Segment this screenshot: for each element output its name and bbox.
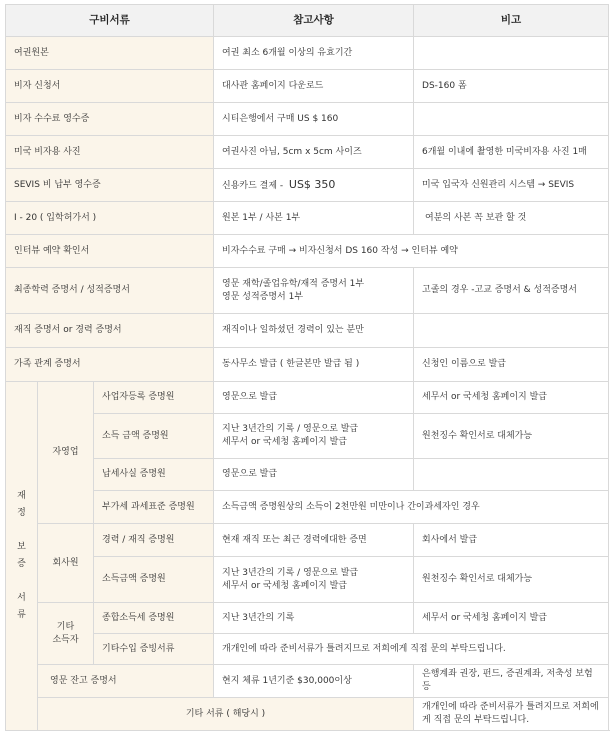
- self-employed-label: 자영업: [38, 382, 94, 524]
- table-row: [6, 698, 609, 731]
- doc-cell: 경력 / 재직 증명원: [94, 524, 214, 557]
- remark-cell: [414, 103, 609, 136]
- remark-cell: 세무서 or 국세청 홈페이지 발급: [414, 382, 609, 414]
- remark-cell: 은행계좌 권장, 펀드, 증권계좌, 저축성 보험등: [414, 665, 609, 698]
- note-cell: 시티은행에서 구매 US $ 160: [214, 103, 414, 136]
- table-row: [6, 524, 609, 557]
- note-cell: 소득금액 증명원상의 소득이 2천만원 미만이나 간이과세자인 경우: [214, 491, 609, 524]
- remark-cell: 회사에서 발급: [414, 524, 609, 557]
- note-cell: [214, 557, 414, 603]
- doc-cell: 사업자등록 증명원: [94, 382, 214, 414]
- doc-cell: 비자 신청서: [6, 70, 214, 103]
- doc-cell: 소득금액 증명원: [94, 557, 214, 603]
- table-row: [6, 382, 609, 414]
- note-line: 영문 재학/졸업유학/재적 증명서 1부: [222, 278, 365, 289]
- table-row: [6, 70, 609, 103]
- table-row: [6, 459, 609, 491]
- note-cell: 영문으로 발급: [214, 382, 414, 414]
- note-cell: 여권 최소 6개월 이상의 유효기간: [214, 37, 414, 70]
- remark-cell: [414, 314, 609, 348]
- doc-cell: 인터뷰 예약 확인서: [6, 235, 214, 268]
- doc-cell: 기타수입 증빙서류: [94, 634, 214, 665]
- label-char: 류: [17, 610, 26, 620]
- table-row: [6, 414, 609, 459]
- note-line: 세무서 or 국세청 홈페이지 발급: [222, 437, 347, 447]
- remark-cell: 6개월 이내에 촬영한 미국비자용 사진 1매: [414, 136, 609, 169]
- note-cell: [214, 268, 414, 314]
- note-cell: 개개인에 따라 준비서류가 틀려지므로 저희에게 직접 문의 부탁드립니다.: [214, 634, 609, 665]
- remark-cell: [414, 459, 609, 491]
- doc-cell: 재직 증명서 or 경력 증명서: [6, 314, 214, 348]
- note-cell: [214, 169, 414, 202]
- remark-cell: 고졸의 경우 -고교 증명서 & 성적증명서: [414, 268, 609, 314]
- note-cell: 비자수수료 구매 → 비자신청서 DS 160 작성 → 인터뷰 예약: [214, 235, 609, 268]
- doc-cell: 종합소득세 증명원: [94, 603, 214, 634]
- remark-cell: 세무서 or 국세청 홈페이지 발급: [414, 603, 609, 634]
- doc-cell: 부가세 과세표준 증명원: [94, 491, 214, 524]
- label-char: 정: [17, 508, 26, 518]
- table-row: [6, 314, 609, 348]
- table-row: [6, 603, 609, 634]
- remark-cell: 여분의 사본 꼭 보관 할 것: [414, 202, 609, 235]
- financial-docs-label: [6, 382, 38, 731]
- employee-label: 회사원: [38, 524, 94, 603]
- note-cell: [214, 414, 414, 459]
- other-income-label: [38, 603, 94, 665]
- note-cell: 여권사진 아님, 5cm x 5cm 사이즈: [214, 136, 414, 169]
- note-cell: 원본 1부 / 사본 1부: [214, 202, 414, 235]
- sevis-fee: US$ 350: [288, 177, 336, 191]
- label-line: 기타: [56, 621, 75, 632]
- doc-cell: 납세사실 증명원: [94, 459, 214, 491]
- doc-cell: SEVIS 비 납부 영수증: [6, 169, 214, 202]
- table-row: [6, 136, 609, 169]
- note-cell: 개개인에 따라 준비서류가 틀려지므로 저희에게 직접 문의 부탁드립니다.: [414, 698, 609, 731]
- table-row: [6, 348, 609, 382]
- doc-cell: 미국 비자용 사진: [6, 136, 214, 169]
- note-cell: 현재 재직 또는 최근 경력에대한 증면: [214, 524, 414, 557]
- required-documents-table: [5, 4, 609, 731]
- table-row: [6, 268, 609, 314]
- note-cell: 영문으로 발급: [214, 459, 414, 491]
- label-char: 보: [17, 542, 26, 552]
- table-row: [6, 491, 609, 524]
- doc-cell: 최종학력 증명서 / 성적증명서: [6, 268, 214, 314]
- table-row: [6, 634, 609, 665]
- table-header-row: [6, 5, 609, 37]
- note-cell: 현지 체류 1년기준 $30,000이상: [214, 665, 414, 698]
- remark-cell: 원천징수 확인서로 대체가능: [414, 557, 609, 603]
- label-char: 재: [17, 491, 26, 501]
- doc-cell: 비자 수수료 영수증: [6, 103, 214, 136]
- doc-cell: 영문 잔고 증명서: [38, 665, 214, 698]
- doc-cell: I - 20 ( 입학허가서 ): [6, 202, 214, 235]
- remark-cell: 신청인 이름으로 발급: [414, 348, 609, 382]
- header-remarks: 비고: [414, 5, 609, 37]
- note-cell: 대사관 홈페이지 다운로드: [214, 70, 414, 103]
- table-row: [6, 665, 609, 698]
- note-cell: 재직이나 일하셨던 경력이 있는 분만: [214, 314, 414, 348]
- remark-cell: 미국 입국자 신원관리 시스템 → SEVIS: [414, 169, 609, 202]
- note-line: 지난 3년간의 기록 / 영문으로 발급: [222, 424, 359, 434]
- note-line: 영문 성적증명서 1부: [222, 291, 304, 302]
- note-line: 세무서 or 국세청 홈페이지 발급: [222, 580, 347, 591]
- table-row: [6, 103, 609, 136]
- table-row: [6, 169, 609, 202]
- header-notes: 참고사항: [214, 5, 414, 37]
- remark-cell: 원천징수 확인서로 대체가능: [414, 414, 609, 459]
- table-row: [6, 235, 609, 268]
- table-row: [6, 202, 609, 235]
- label-char: [6, 522, 37, 539]
- label-line: 소득자: [52, 634, 79, 645]
- remark-cell: [414, 37, 609, 70]
- note-text: 신용카드 결제 -: [222, 180, 284, 191]
- doc-cell: 소득 금액 증명원: [94, 414, 214, 459]
- doc-cell: 가족 관계 증명서: [6, 348, 214, 382]
- doc-cell: 여권원본: [6, 37, 214, 70]
- label-char: 서: [17, 593, 26, 603]
- note-cell: 지난 3년간의 기록: [214, 603, 414, 634]
- note-line: 지난 3년간의 기록 / 영문으로 발급: [222, 567, 359, 578]
- label-char: 증: [17, 559, 26, 569]
- remark-cell: DS-160 폼: [414, 70, 609, 103]
- table-row: [6, 557, 609, 603]
- header-docs: 구비서류: [6, 5, 214, 37]
- note-cell: 동사무소 발급 ( 한글본만 발급 됨 ): [214, 348, 414, 382]
- table-row: [6, 37, 609, 70]
- doc-cell: 기타 서류 ( 해당시 ): [38, 698, 414, 731]
- label-char: [6, 573, 37, 590]
